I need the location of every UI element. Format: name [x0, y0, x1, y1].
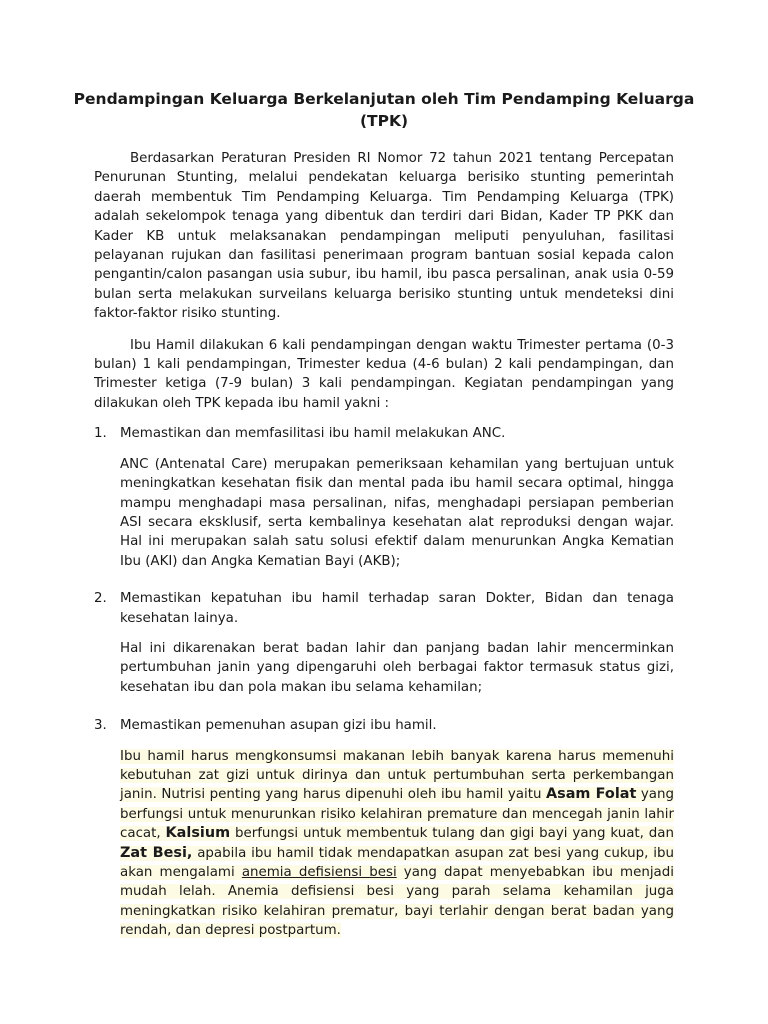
pregnancy-paragraph: Ibu Hamil dilakukan 6 kali pendampingan dengan waktu Trimester pertama (0-3 bulan) 1 kali pendampingan, Trimester kedua (4-6 bulan) 2 kali pendampingan, dan Trimester ketiga (7-9 bulan) 3 kali pendampingan. Kegiatan pendampingan yang dilakukan oleh TPK kepada ibu hamil yakni :	[94, 337, 674, 411]
list-heading: Memastikan dan memfasilitasi ibu hamil melakukan ANC.	[120, 426, 506, 442]
list-item-2	[94, 589, 674, 628]
list-detail-1: ANC (Antenatal Care) merupakan pemeriksaan kehamilan yang bertujuan untuk meningkatkan kesehatan fisik dan mental pada ibu hamil secara optimal, hingga mampu menghadapi masa persalinan, nifas, menghadapi persiapan pemberian ASI secara eksklusif, serta kembalinya kesehatan alat reproduksi dengan wajar. Hal ini merupakan salah satu solusi efektif dalam menurunkan Angka Kematian Ibu (AKI) dan Angka Kematian Bayi (AKB);	[120, 456, 674, 569]
list-detail-3	[120, 747, 674, 941]
nutrition-text: yang dapat menyebabkan ibu menjadi mudah lelah. Anemia defisiensi besi yang parah selama kehamilan juga meningkatkan risiko kelahiran prematur, bayi terlahir dengan berat badan yang rendah, dan depresi postpartum.	[120, 865, 674, 939]
list-number: 1.	[94, 426, 107, 442]
list-heading: Memastikan pemenuhan asupan gizi ibu hamil.	[120, 718, 437, 734]
intro-paragraph: Berdasarkan Peraturan Presiden RI Nomor 72 tahun 2021 tentang Percepatan Penurunan Stunting, melalui pendekatan keluarga berisiko stunting pemerintah daerah membentuk Tim Pendamping Keluarga. Tim Pendamping Keluarga (TPK) adalah sekelompok tenaga yang dibentuk dan terdiri dari Bidan, Kader TP PKK dan Kader KB untuk melaksanakan pendampingan meliputi penyuluhan, fasilitasi pelayanan rujukan dan fasilitasi penerimaan program bantuan sosial kepada calon pengantin/calon pasangan usia subur, ibu hamil, ibu pasca persalinan, anak usia 0-59 bulan serta melakukan surveilans keluarga berisiko stunting untuk mendeteksi dini faktor-faktor risiko stunting.	[94, 151, 674, 322]
nutrient-folic-acid: Asam Folat	[546, 786, 637, 803]
document-body	[94, 149, 674, 941]
highlighted-text	[120, 749, 674, 939]
list-number: 2.	[94, 591, 107, 607]
nutrition-text: berfungsi untuk membentuk tulang dan gigi bayi yang kuat, dan	[230, 826, 675, 842]
list-item-1	[94, 424, 674, 443]
list-heading: Memastikan kepatuhan ibu hamil terhadap saran Dokter, Bidan dan tenaga kesehatan lainya.	[120, 591, 674, 626]
nutrient-iron: Zat Besi,	[120, 844, 193, 861]
nutrition-text: apabila ibu hamil tidak mendapatkan asupan zat besi yang cukup, ibu akan mengalami	[120, 845, 674, 880]
list-item-3	[94, 716, 674, 735]
nutrient-calcium: Kalsium	[165, 825, 231, 842]
anemia-link-text: anemia defisiensi besi	[241, 865, 397, 880]
list-detail-2: Hal ini dikarenakan berat badan lahir dan panjang badan lahir mencerminkan pertumbuhan janin yang dipengaruhi oleh berbagai faktor termasuk status gizi, kesehatan ibu dan pola makan ibu selama kehamilan;	[120, 640, 674, 695]
nutrition-text: Ibu hamil harus mengkonsumsi makanan lebih banyak karena harus memenuhi kebutuhan zat gizi untuk dirinya dan untuk pertumbuhan serta perkembangan janin. Nutrisi penting yang harus dipenuhi oleh ibu hamil yaitu	[120, 748, 674, 803]
document-title: Pendampingan Keluarga Berkelanjutan oleh Tim Pendamping Keluarga (TPK)	[73, 90, 695, 130]
nutrition-text: yang berfungsi untuk menurunkan risiko kelahiran premature dan mencegah janin lahir cacat,	[120, 787, 674, 842]
list-number: 3.	[94, 718, 107, 734]
